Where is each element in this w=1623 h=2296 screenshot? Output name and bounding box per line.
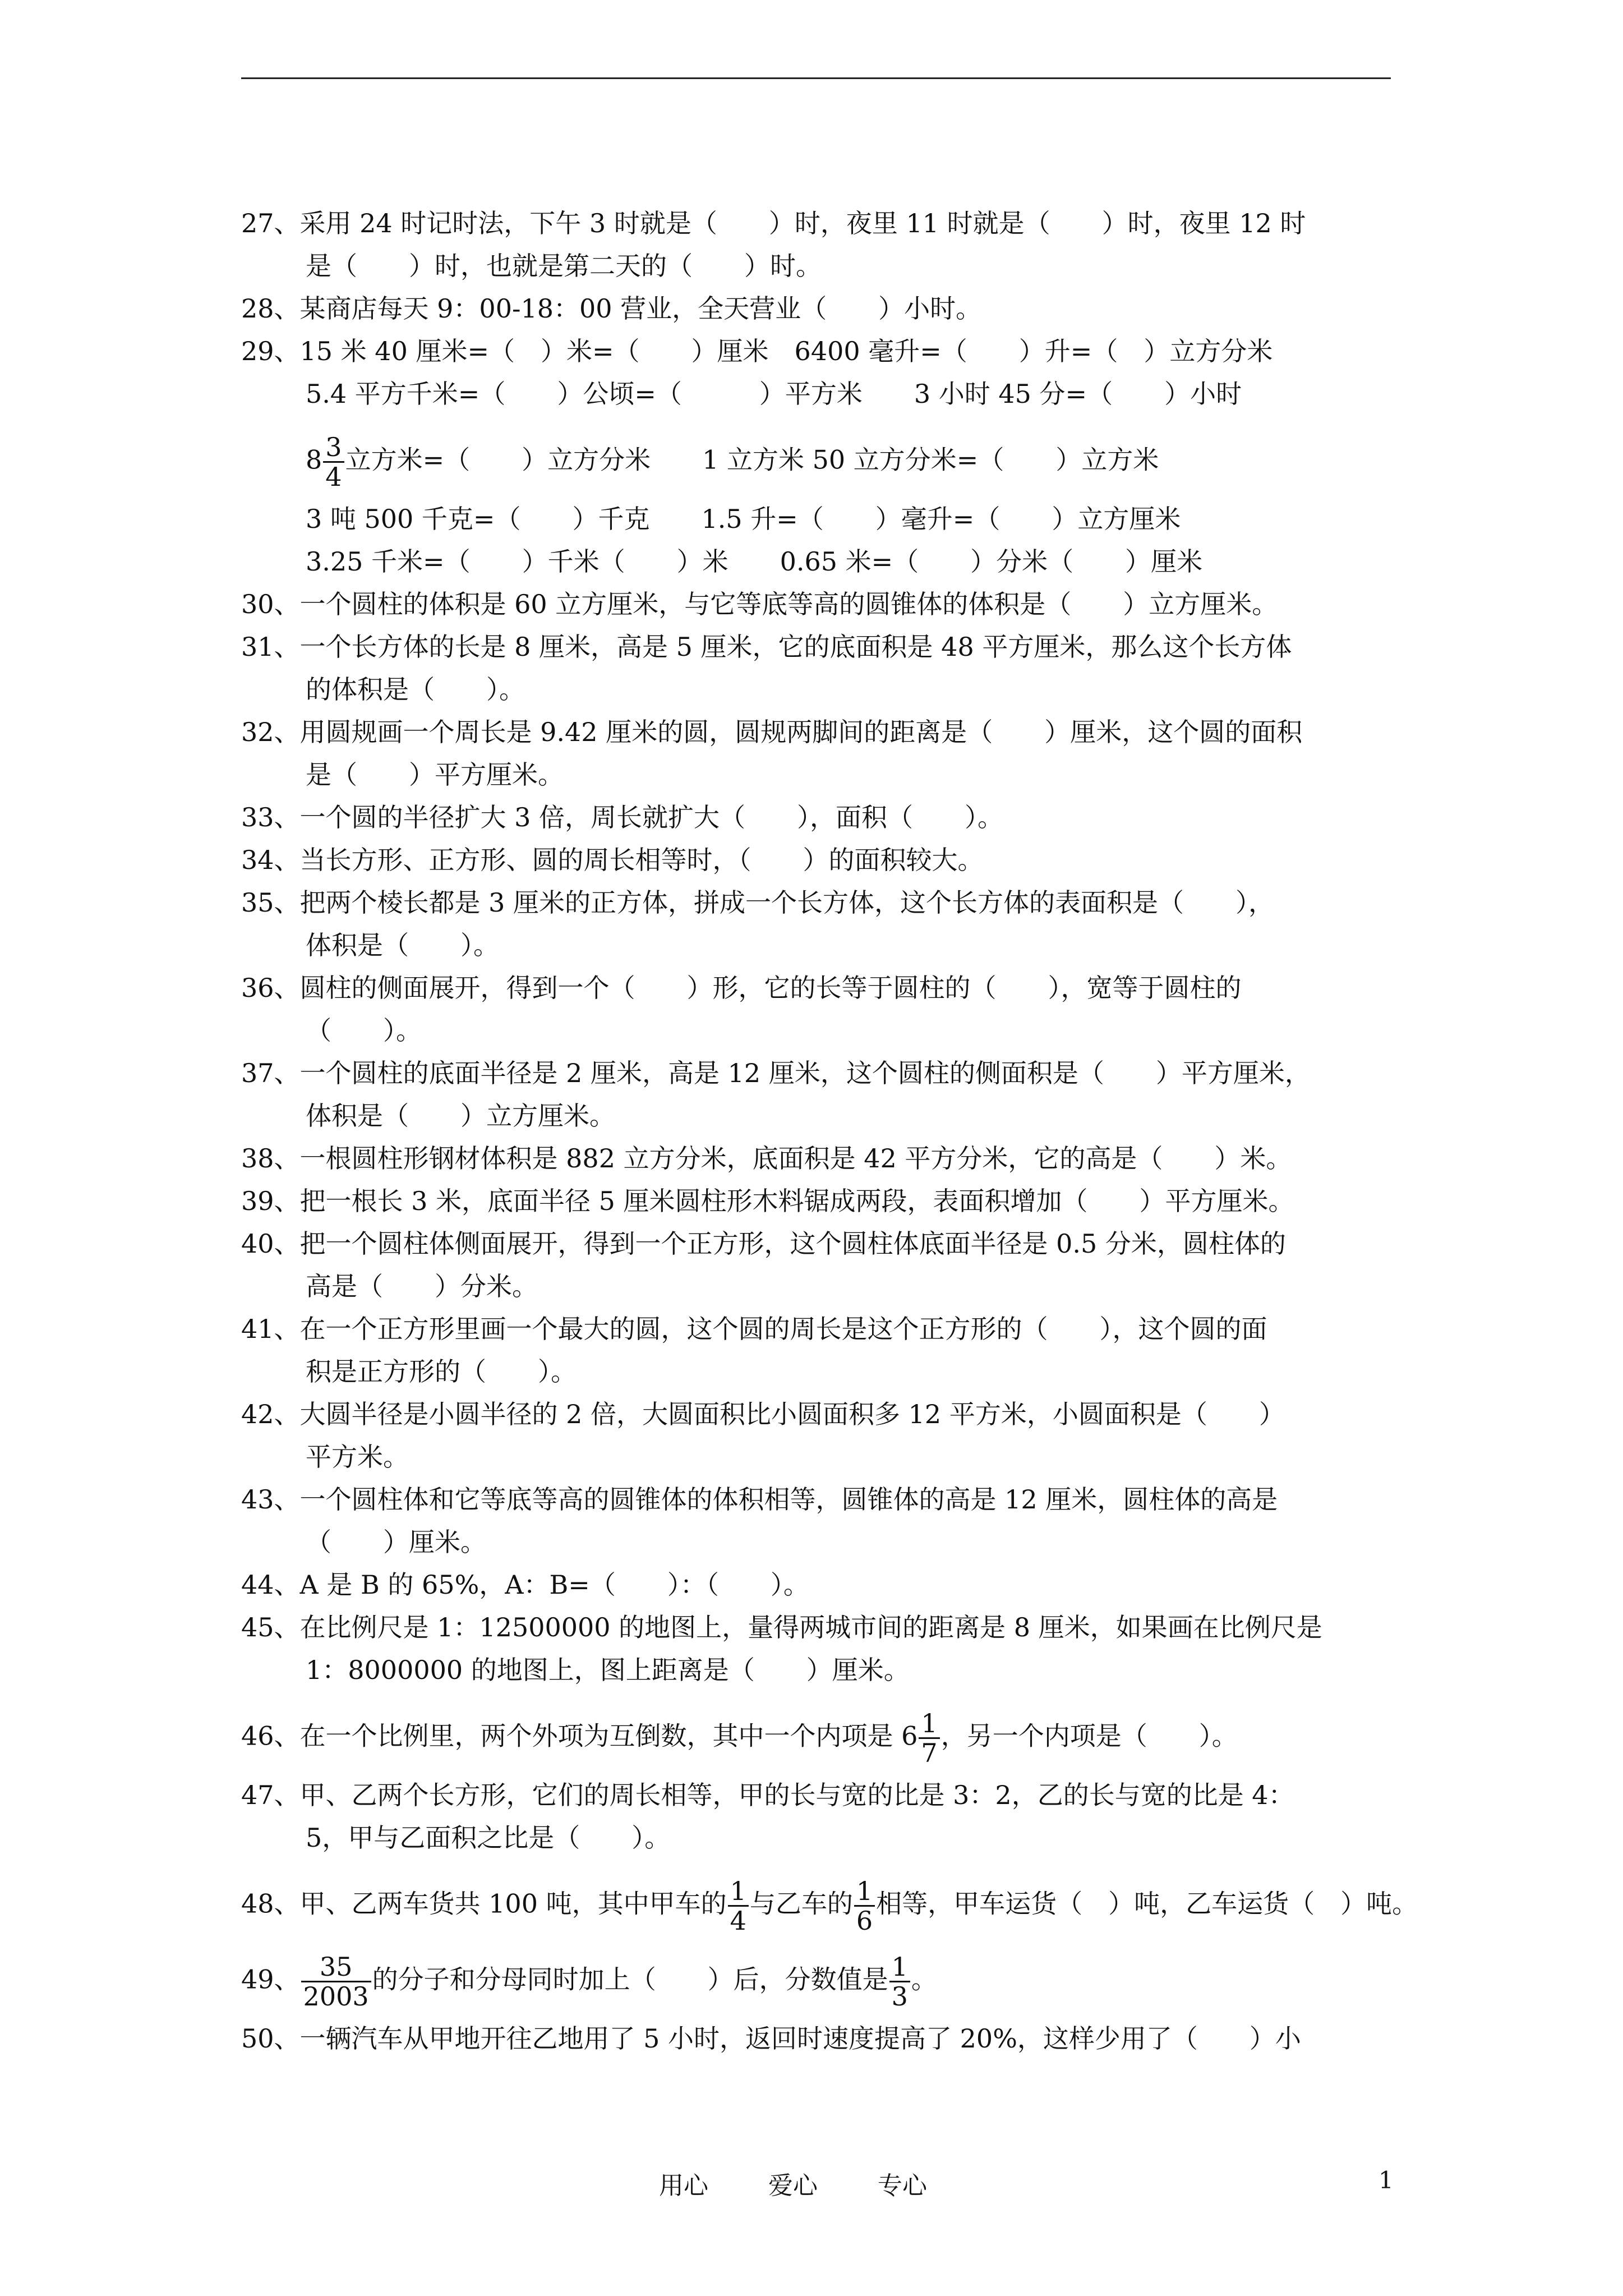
question-text: 。 (911, 1964, 937, 1995)
fraction-denominator: 3 (891, 1981, 908, 2012)
question-text: 35、把两个棱长都是 3 厘米的正方体，拼成一个长方体，这个长方体的表面积是（ ）， (241, 887, 1275, 918)
question-text: 41、在一个正方形里画一个最大的圆，这个圆的周长是这个正方形的（ ），这个圆的面 (241, 1314, 1267, 1344)
question-text: 43、一个圆柱体和它等底等高的圆锥体的体积相等，圆锥体的高是 12 厘米，圆柱体的高是 (241, 1484, 1278, 1515)
fraction-denominator: 7 (921, 1738, 938, 1768)
fraction-numerator: 1 (889, 1953, 910, 1982)
fraction-numerator: 35 (301, 1953, 371, 1982)
question-text: 体积是（ ）立方厘米。 (306, 1101, 615, 1131)
footer-word-2: 爱心 (768, 2171, 818, 2200)
question-text: ，另一个内项是（ ）。 (940, 1720, 1238, 1751)
question-line (241, 1774, 1408, 1816)
question-line (241, 796, 1408, 839)
question-text: 的分子和分母同时加上（ ）后，分数值是 (372, 1964, 888, 1995)
question-text: 是（ ）平方厘米。 (306, 760, 564, 790)
question-line (241, 330, 1408, 372)
question-text: 3 吨 500 千克=（ ）千克 1.5 升=（ ）毫升=（ ）立方厘米 (306, 504, 1181, 534)
question-line (241, 1953, 1408, 2010)
question-line (241, 1709, 1408, 1767)
fraction-denominator: 4 (730, 1906, 746, 1936)
fraction (919, 1709, 939, 1767)
question-text: 积是正方形的（ ）。 (306, 1356, 577, 1387)
question-line-continued (241, 1009, 1408, 1052)
question-text: 37、一个圆柱的底面半径是 2 厘米，高是 12 厘米，这个圆柱的侧面积是（ ）平方厘米， (241, 1058, 1311, 1088)
question-line-continued (241, 372, 1408, 415)
question-line (241, 1478, 1408, 1521)
question-line (241, 881, 1408, 924)
question-text: 49、 (241, 1964, 300, 1995)
question-line (241, 202, 1408, 245)
question-text: 42、大圆半径是小圆半径的 2 倍，大圆面积比小圆面积多 12 平方米，小圆面积是（ ） (241, 1399, 1285, 1429)
question-line (241, 1393, 1408, 1435)
question-line-continued (241, 1094, 1408, 1137)
question-text: 与乙车的 (749, 1888, 853, 1919)
question-line-continued (241, 924, 1408, 967)
question-line-continued (241, 498, 1408, 540)
question-line (241, 1222, 1408, 1265)
question-text: 是（ ）时，也就是第二天的（ ）时。 (306, 251, 822, 281)
question-line (241, 2017, 1408, 2060)
question-text: 34、当长方形、正方形、圆的周长相等时，（ ）的面积较大。 (241, 845, 984, 875)
header-rule (241, 77, 1391, 79)
footer-word-3: 专心 (878, 2171, 927, 2200)
question-line (241, 1606, 1408, 1649)
question-text: 5.4 平方千米=（ ）公顷=（ ）平方米 3 小时 45 分=（ ）小时 (306, 379, 1242, 409)
question-line-continued (241, 540, 1408, 583)
fraction (889, 1953, 910, 2010)
question-line-continued (241, 1521, 1408, 1563)
question-line-continued (241, 1649, 1408, 1691)
question-line (241, 583, 1408, 625)
question-text: 46、在一个比例里，两个外项为互倒数，其中一个内项是 6 (241, 1720, 918, 1751)
question-text: 1：8000000 的地图上，图上距离是（ ）厘米。 (306, 1655, 910, 1685)
question-line-continued (241, 1350, 1408, 1393)
question-text: 44、A 是 B 的 65%，A：B=（ ）：（ ）。 (241, 1570, 809, 1600)
question-text: 30、一个圆柱的体积是 60 立方厘米，与它等底等高的圆锥体的体积是（ ）立方厘米。 (241, 589, 1278, 619)
question-line (241, 839, 1408, 881)
question-line (241, 287, 1408, 330)
question-text: 47、甲、乙两个长方形，它们的周长相等，甲的长与宽的比是 3：2，乙的长与宽的比是 4： (241, 1780, 1294, 1810)
question-line-continued (241, 753, 1408, 796)
question-text: 50、一辆汽车从甲地开往乙地用了 5 小时，返回时速度提高了 20%，这样少用了（ ）小 (241, 2023, 1301, 2054)
question-text: 3.25 千米=（ ）千米（ ）米 0.65 米=（ ）分米（ ）厘米 (306, 546, 1203, 577)
question-text: 38、一根圆柱形钢材体积是 882 立方分米，底面积是 42 平方分米，它的高是（ ）米。 (241, 1143, 1292, 1174)
question-text: 33、一个圆的半径扩大 3 倍，周长就扩大（ ），面积（ ）。 (241, 802, 1004, 832)
question-text: （ ）。 (306, 1015, 422, 1046)
question-text: 相等，甲车运货（ ）吨，乙车运货（ ）吨。 (876, 1888, 1418, 1919)
question-text: 29、15 米 40 厘米=（ ）米=（ ）厘米 6400 毫升=（ ）升=（ ）立方分米 (241, 336, 1273, 366)
question-line (241, 967, 1408, 1009)
fraction (301, 1953, 371, 2010)
question-line-continued (241, 433, 1408, 491)
fraction (728, 1877, 749, 1935)
fraction-numerator: 1 (854, 1877, 875, 1907)
question-line (241, 1876, 1418, 1936)
question-text: 高是（ ）分米。 (306, 1271, 538, 1301)
question-text: （ ）厘米。 (306, 1527, 486, 1557)
question-line (241, 711, 1408, 753)
question-text: 31、一个长方体的长是 8 厘米，高是 5 厘米，它的底面积是 48 平方厘米，那么这个长方体 (241, 632, 1292, 662)
fraction-numerator: 3 (323, 433, 344, 463)
fraction (323, 433, 344, 491)
question-text: 28、某商店每天 9：00-18：00 营业，全天营业（ ）小时。 (241, 293, 982, 324)
question-text: 36、圆柱的侧面展开，得到一个（ ）形，它的长等于圆柱的（ ），宽等于圆柱的 (241, 973, 1242, 1003)
question-line-continued (241, 668, 1408, 711)
question-text: 平方米。 (306, 1442, 409, 1472)
question-text: 40、把一个圆柱体侧面展开，得到一个正方形，这个圆柱体底面半径是 0.5 分米，圆柱体的 (241, 1228, 1286, 1259)
question-text: 的体积是（ ）。 (306, 674, 525, 705)
question-text: 32、用圆规画一个周长是 9.42 厘米的圆，圆规两脚间的距离是（ ）厘米，这个圆的面积 (241, 717, 1303, 747)
question-line (241, 1308, 1408, 1350)
question-text: 8 (306, 444, 322, 475)
fraction-numerator: 1 (919, 1709, 939, 1739)
question-text: 体积是（ ）。 (306, 930, 499, 960)
question-text: 45、在比例尺是 1：12500000 的地图上，量得两城市间的距离是 8 厘米，如果画在比例尺是 (241, 1612, 1322, 1642)
question-line (241, 1180, 1408, 1222)
fraction-numerator: 1 (728, 1877, 749, 1907)
question-text: 立方米=（ ）立方分米 1 立方米 50 立方分米=（ ）立方米 (345, 444, 1159, 475)
question-list (241, 202, 1418, 2060)
question-line-continued (241, 1265, 1408, 1308)
question-text: 5，甲与乙面积之比是（ ）。 (306, 1823, 671, 1853)
fraction-denominator: 4 (325, 462, 342, 492)
question-line (241, 1563, 1408, 1606)
question-line (241, 625, 1408, 668)
question-line (241, 1052, 1408, 1094)
question-text: 39、把一根长 3 米，底面半径 5 厘米圆柱形木料锯成两段，表面积增加（ ）平方厘米。 (241, 1186, 1294, 1216)
fraction-denominator: 6 (856, 1906, 873, 1936)
fraction (854, 1877, 875, 1935)
question-line-continued (241, 245, 1408, 287)
footer-word-1: 用心 (659, 2171, 708, 2200)
question-line (241, 1137, 1408, 1180)
question-line-continued (241, 1816, 1408, 1859)
page-number: 1 (1378, 2166, 1394, 2194)
question-text: 27、采用 24 时记时法，下午 3 时就是（ ）时，夜里 11 时就是（ ）时，夜里 12 时 (241, 208, 1306, 238)
question-text: 48、甲、乙两车货共 100 吨，其中甲车的 (241, 1888, 727, 1919)
fraction-denominator: 2003 (303, 1981, 369, 2012)
question-line-continued (241, 1435, 1408, 1478)
